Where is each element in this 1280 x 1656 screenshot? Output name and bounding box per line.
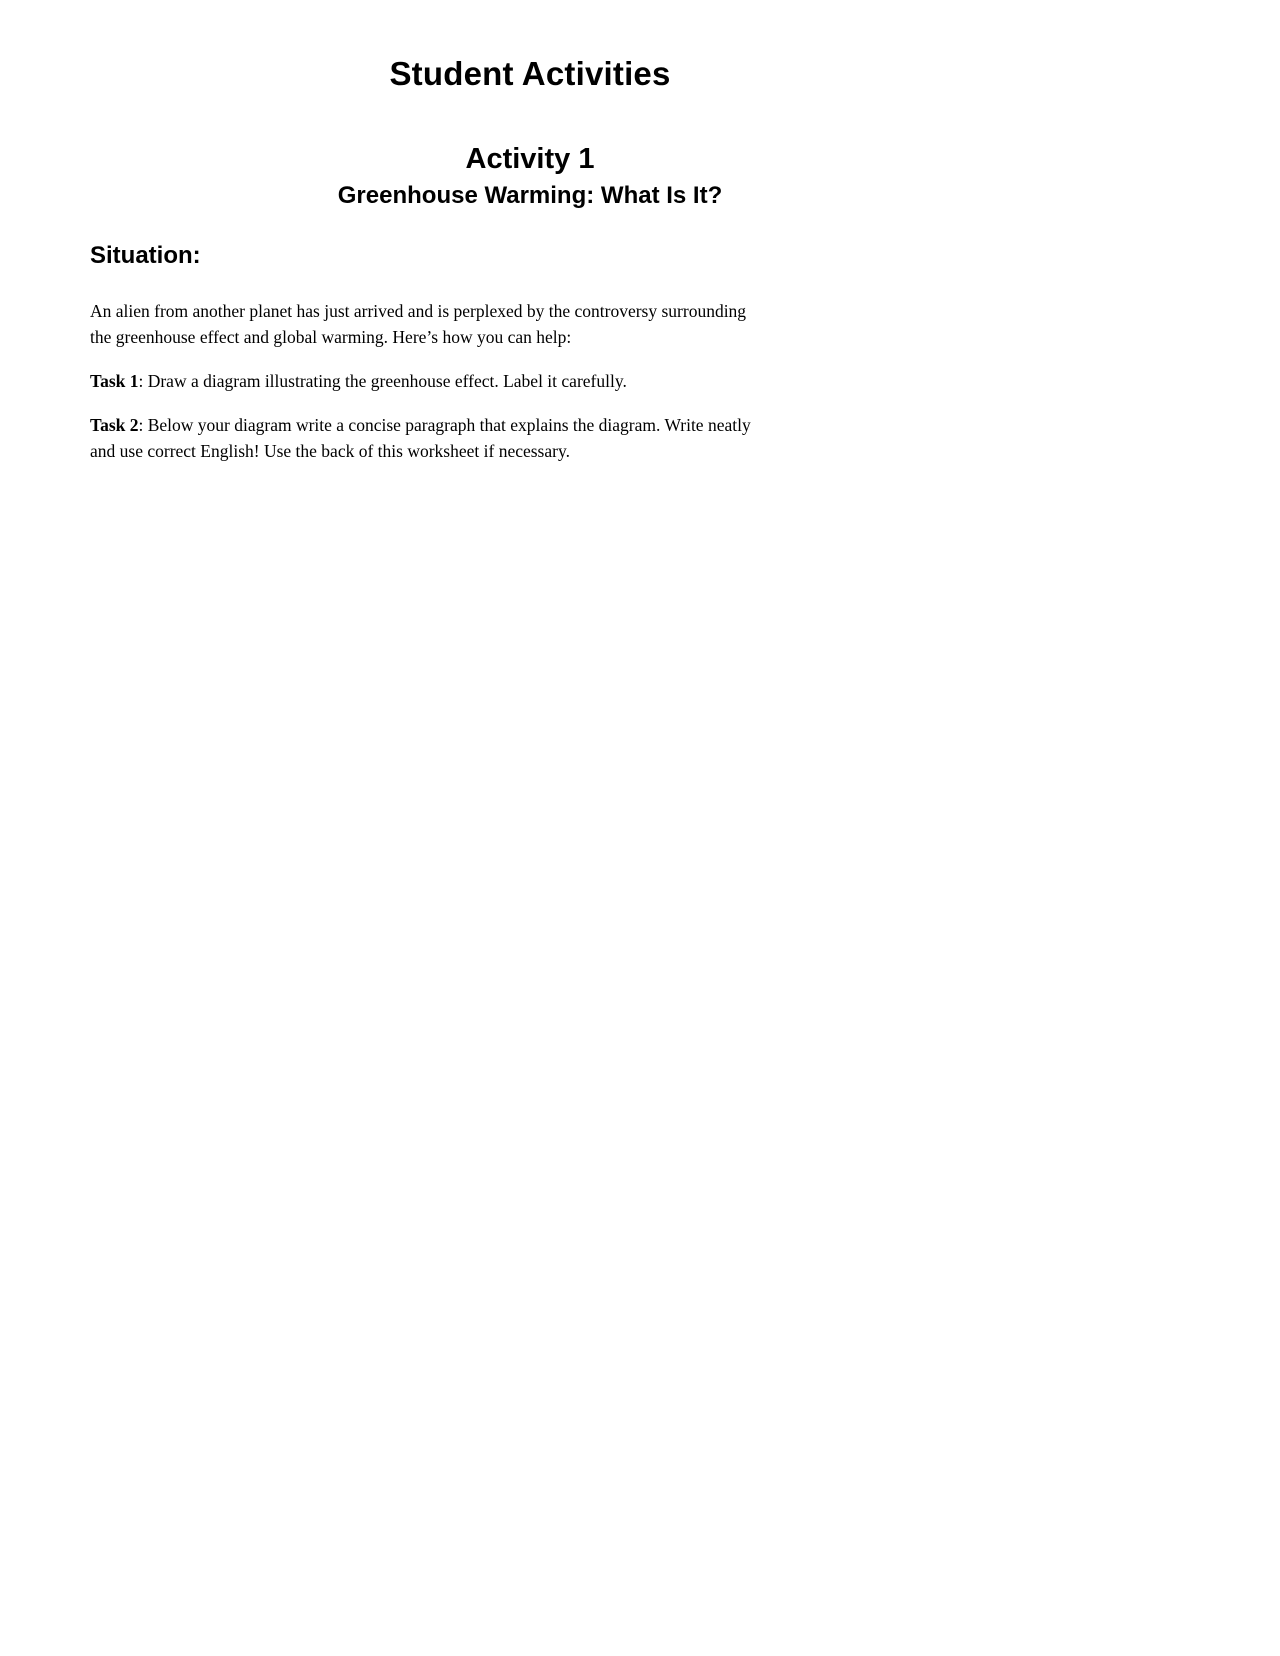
- page-title: Student Activities: [389, 55, 671, 92]
- page-content: [90, 55, 830, 464]
- task-1-text: : Draw a diagram illustrating the greenhouse effect. Label it carefully.: [138, 371, 627, 391]
- activity-subheading: Greenhouse Warming: What Is It?: [337, 182, 723, 209]
- activity-heading: Activity 1: [465, 143, 595, 175]
- situation-paragraph: An alien from another planet has just arrived and is perplexed by the controversy surrounding the greenhouse effect and global warming. Here’s how you can help:: [90, 301, 747, 347]
- task-2-paragraph: [90, 412, 758, 464]
- task-1-label: Task 1: [90, 371, 139, 391]
- task-1-paragraph: [90, 368, 758, 394]
- task-2-label: Task 2: [90, 415, 139, 435]
- task-2-text: : Below your diagram write a concise paragraph that explains the diagram. Write neatly and use correct English! Use the back of this worksheet if necessary.: [90, 415, 751, 461]
- situation-heading: Situation:: [90, 242, 201, 269]
